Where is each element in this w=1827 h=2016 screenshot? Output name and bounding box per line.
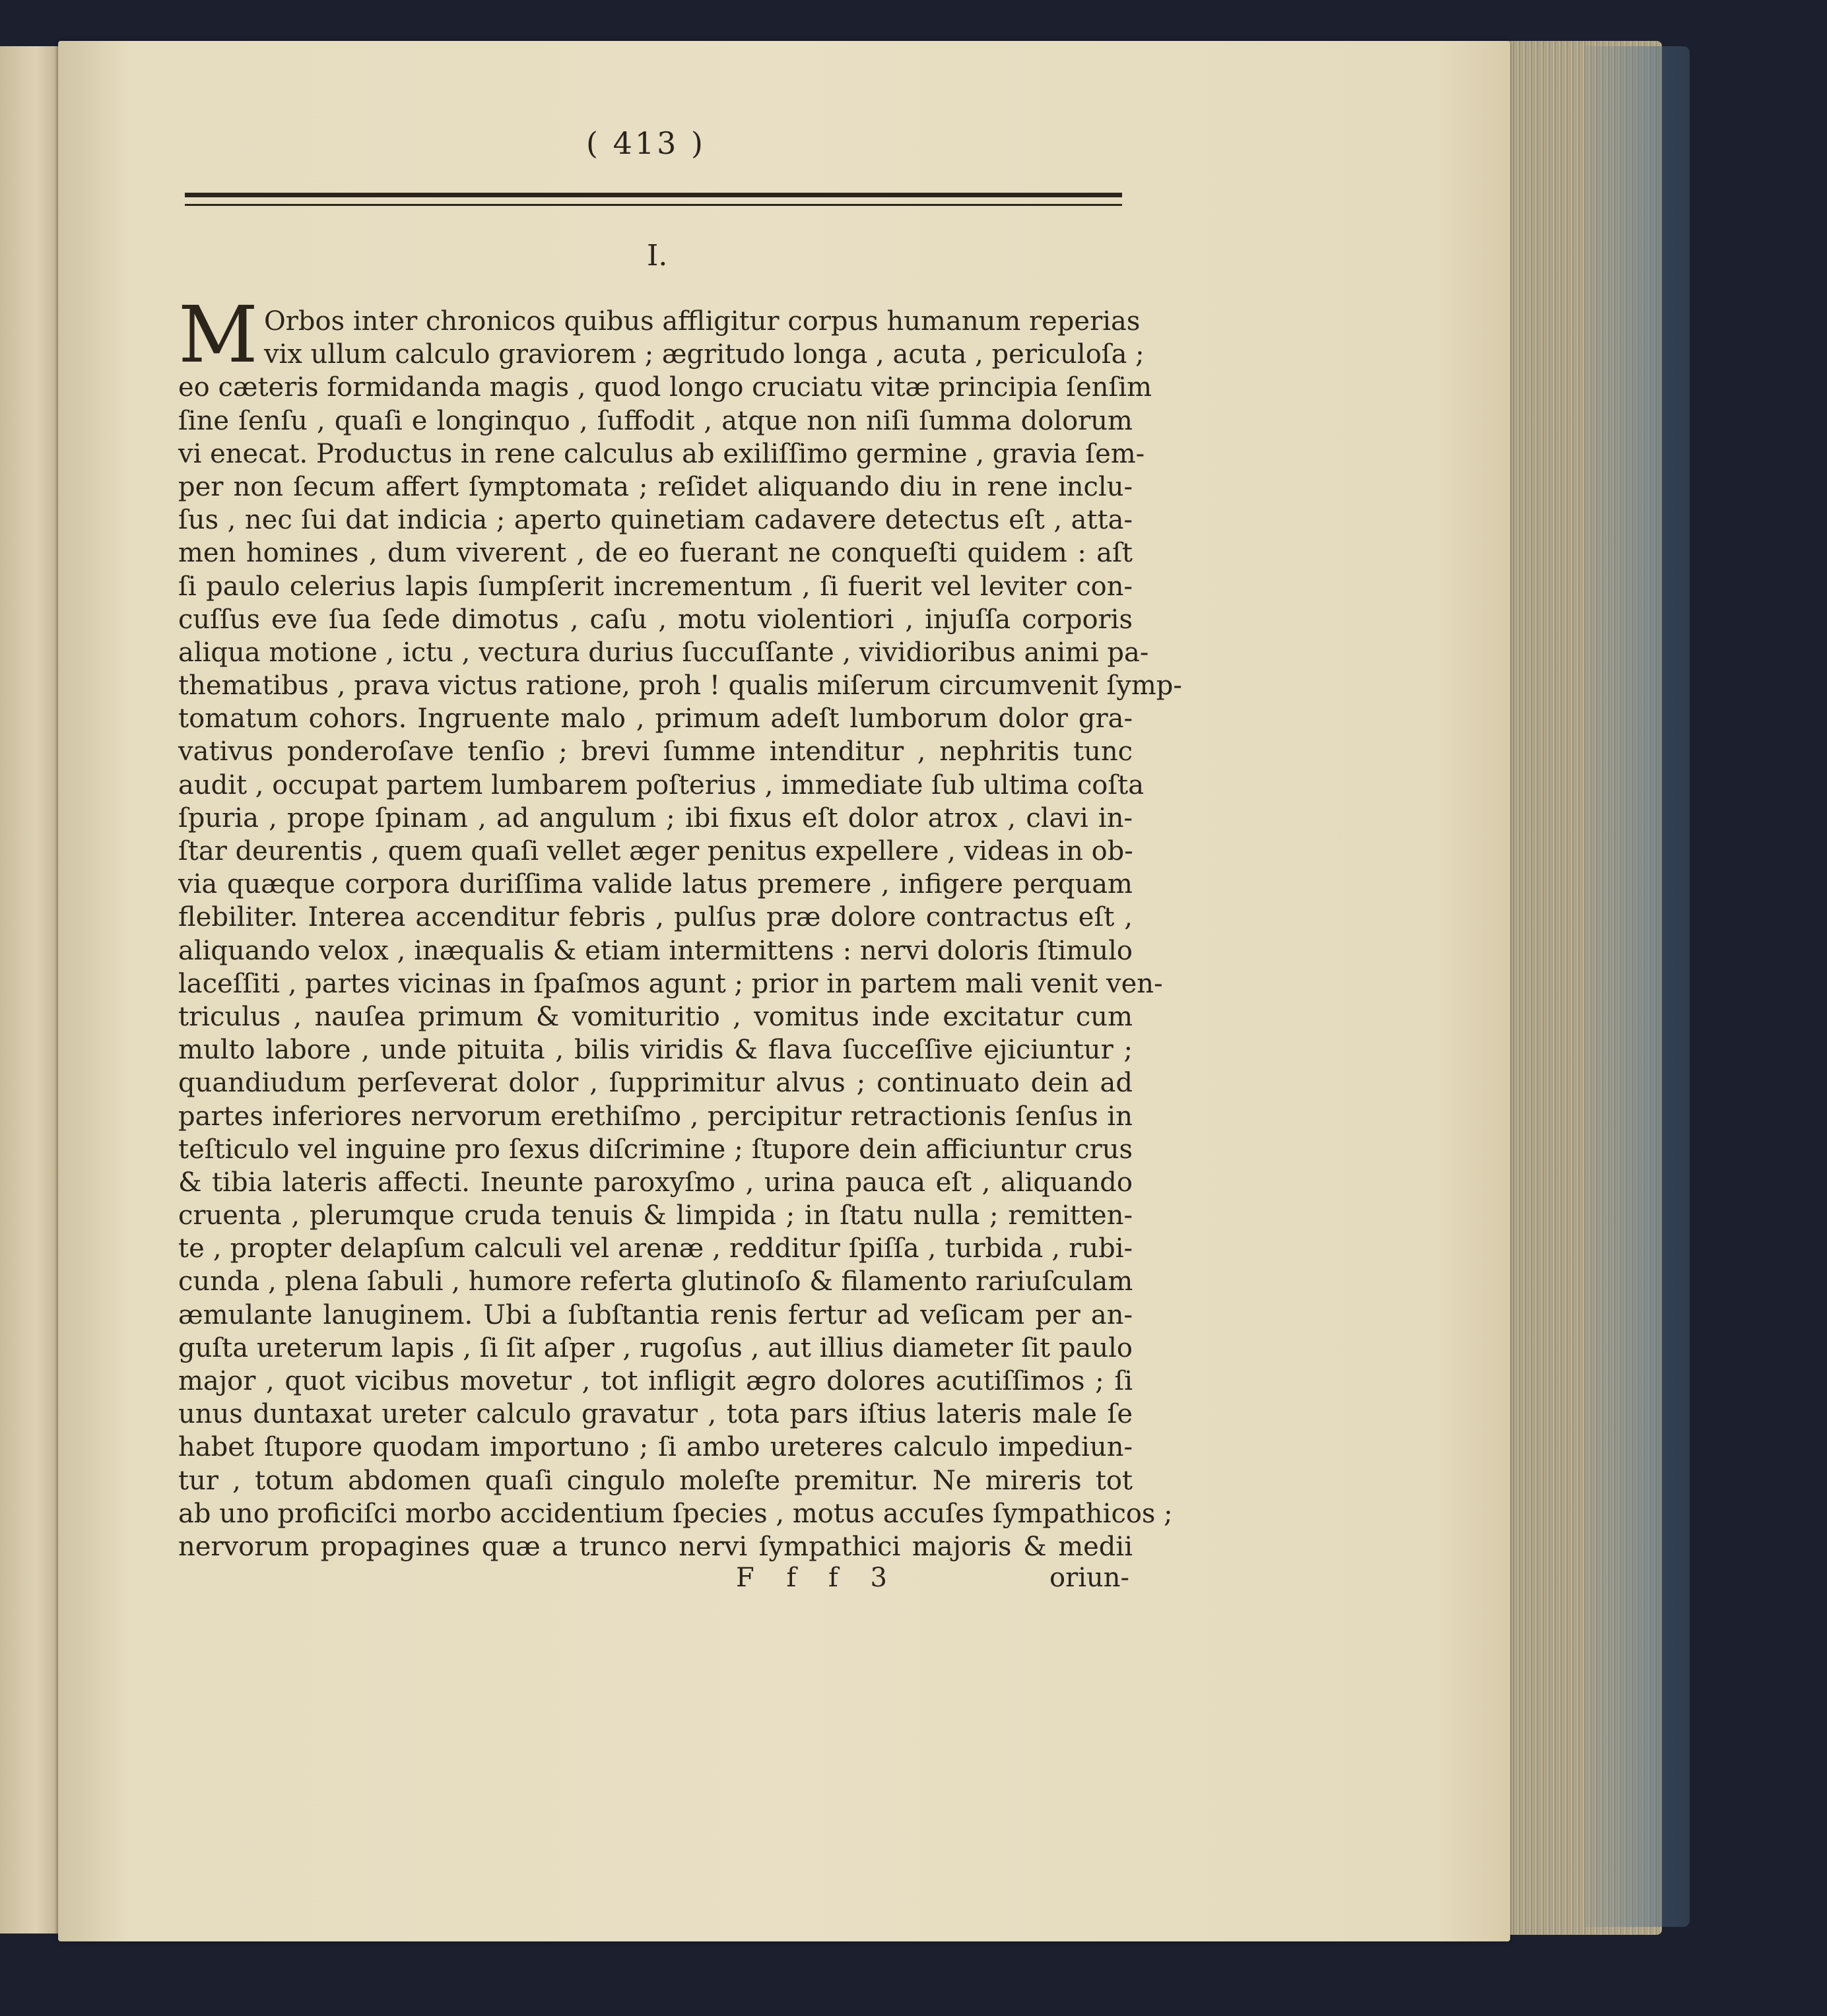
text-line: partes inferiores nervorum erethiſmo , percipitur retractionis ſenſus in <box>178 1101 1133 1132</box>
text-line: quandiudum perſeverat dolor , ſupprimitur alvus ; continuato dein ad <box>178 1068 1133 1099</box>
text-line: te , propter delapſum calculi vel arenæ , redditur ſpiſſa , turbida , rubi- <box>178 1233 1133 1264</box>
signature-mark: F f f 3 <box>736 1563 899 1593</box>
text-line: habet ſtupore quodam importuno ; ſi ambo ureteres calculo impediun- <box>178 1432 1133 1463</box>
drop-cap: M <box>178 289 258 380</box>
text-line: & tibia lateris affecti. Ineunte paroxyſmo , urina pauca eſt , aliquando <box>178 1167 1133 1198</box>
text-line: via quæque corpora duriſſima valide latus premere , infigere perquam <box>178 869 1133 900</box>
text-line: tur , totum abdomen quaſi cingulo moleſte premitur. Ne mireris tot <box>178 1465 1133 1496</box>
text-line: ab uno proficiſci morbo accidentium ſpecies , motus accuſes ſympathicos ; <box>178 1498 1173 1529</box>
text-line: guſta ureterum lapis , ſi ſit aſper , rugoſus , aut illius diameter ſit paulo <box>178 1332 1133 1363</box>
page-number: ( 413 ) <box>586 125 706 161</box>
text-line: men homines , dum viverent , de eo fuerant ne conqueſti quidem : aſt <box>178 538 1133 569</box>
text-line: ſi paulo celerius lapis ſumpſerit incrementum , ſi fuerit vel leviter con- <box>178 571 1133 602</box>
text-line: Orbos inter chronicos quibus affligitur corpus humanum reperias <box>264 306 1141 337</box>
text-line: multo labore , unde pituita , bilis viridis & flava ſucceſſive ejiciuntur ; <box>178 1035 1133 1066</box>
text-line: per non ſecum affert ſymptomata ; reſidet aliquando diu in rene inclu- <box>178 471 1133 502</box>
header-rule-thick <box>185 193 1122 197</box>
text-line: ſpuria , prope ſpinam , ad angulum ; ibi fixus eſt dolor atrox , clavi in- <box>178 802 1133 833</box>
text-line: cruenta , plerumque cruda tenuis & limpida ; in ſtatu nulla ; remitten- <box>178 1200 1133 1231</box>
text-line: major , quot vicibus movetur , tot infligit ægro dolores acutiſſimos ; ſi <box>178 1366 1133 1396</box>
text-line: laceſſiti , partes vicinas in ſpaſmos agunt ; prior in partem mali venit ven- <box>178 968 1163 999</box>
fore-edge-shade <box>1584 46 1690 1927</box>
text-line: ſine ſenſu , quaſi e longinquo , ſuffodit , atque non niſi ſumma dolorum <box>178 405 1133 436</box>
header-rule-thin <box>185 204 1122 206</box>
body-text <box>178 305 1182 1563</box>
section-heading: I. <box>647 239 668 273</box>
text-line: ſus , nec ſui dat indicia ; aperto quinetiam cadavere detectus eſt , atta- <box>178 505 1133 536</box>
text-line: unus duntaxat ureter calculo gravatur , tota pars iſtius lateris male ſe <box>178 1399 1133 1430</box>
text-line: audit , occupat partem lumbarem poſterius , immediate ſub ultima coſta <box>178 769 1145 800</box>
text-line: eo cæteris formidanda magis , quod longo cruciatu vitæ principia ſenſim <box>178 372 1152 403</box>
text-line: tomatum cohors. Ingruente malo , primum adeſt lumborum dolor gra- <box>178 703 1133 734</box>
text-line: flebiliter. Interea accenditur febris , pulſus præ dolore contractus eſt , <box>178 902 1133 933</box>
text-line: aliquando velox , inæqualis & etiam intermittens : nervi doloris ſtimulo <box>178 935 1133 966</box>
text-line: nervorum propagines quæ a trunco nervi ſympathici majoris & medii <box>178 1531 1133 1562</box>
text-line: cunda , plena ſabuli , humore referta glutinoſo & filamento rariuſculam <box>178 1266 1133 1297</box>
text-line: vix ullum calculo graviorem ; ægritudo longa , acuta , periculoſa ; <box>264 339 1145 370</box>
text-line: thematibus , prava victus ratione, proh ! qualis miſerum circumvenit ſymp- <box>178 670 1182 701</box>
text-line: ſtar deurentis , quem quaſi vellet æger penitus expellere , videas in ob- <box>178 836 1133 866</box>
catchword: oriun- <box>1049 1563 1130 1593</box>
text-line: vi enecat. Productus in rene calculus ab exiliſſimo germine , gravia ſem- <box>178 438 1145 469</box>
text-line: teſticulo vel inguine pro ſexus diſcrimine ; ſtupore dein afficiuntur crus <box>178 1134 1133 1165</box>
text-line: cuſſus eve ſua ſede dimotus , caſu , motu violentiori , injuſſa corporis <box>178 604 1133 635</box>
text-line: aliqua motione , ictu , vectura durius ſuccuſſante , vividioribus animi pa- <box>178 637 1149 668</box>
text-line: triculus , nauſea primum & vomituritio , vomitus inde excitatur cum <box>178 1001 1133 1032</box>
text-line: æmulante lanuginem. Ubi a ſubſtantia renis fertur ad veſicam per an- <box>178 1299 1133 1330</box>
text-line: vativus ponderoſave tenſio ; brevi ſumme intenditur , nephritis tunc <box>178 736 1133 767</box>
